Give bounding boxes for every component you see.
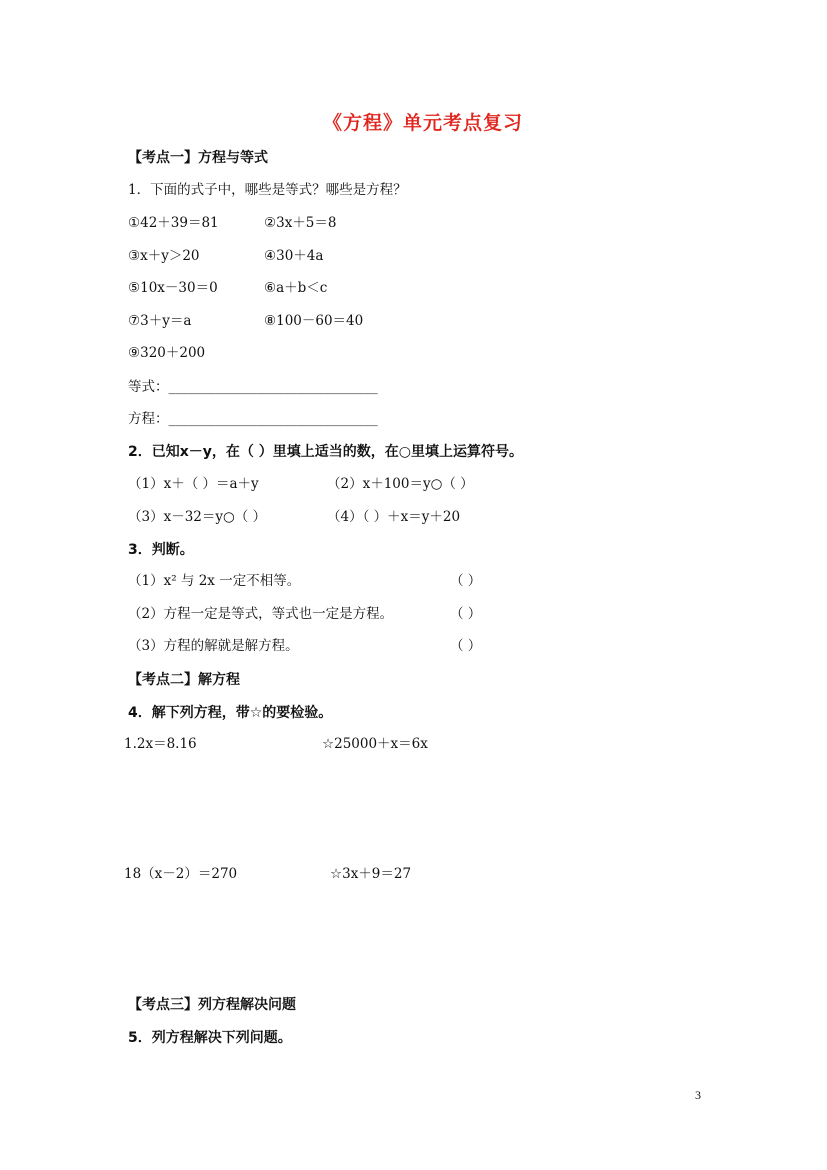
q1-item: ④30＋4a <box>264 248 324 264</box>
q1-item: ⑨320＋200 <box>128 345 206 361</box>
q2-prompt: 2．已知x－y，在（ ）里填上适当的数，在○里填上运算符号。 <box>128 444 523 460</box>
q1-item: ⑧100－60＝40 <box>264 313 364 329</box>
q2-item: （1）x＋（ ）＝a＋y <box>128 476 259 492</box>
q1-item: ②3x＋5＝8 <box>264 215 337 231</box>
q3-item: （2）方程一定是等式，等式也一定是方程。 <box>128 606 394 622</box>
q4-item: 1.2x＝8.16 <box>124 736 197 752</box>
section-3-heading: 【考点三】列方程解决问题 <box>128 997 296 1013</box>
q4-item: 18（x－2）＝270 <box>124 866 238 882</box>
q3-item: （3）方程的解就是解方程。 <box>128 638 299 654</box>
q3-item: （1）x² 与 2x 一定不相等。 <box>128 573 301 589</box>
q1-item: ⑥a＋b＜c <box>264 280 328 296</box>
answer-line-equality: 等式：_______________________________ <box>128 379 378 395</box>
q3-bracket: （ ） <box>450 573 482 589</box>
answer-line-equation: 方程：_______________________________ <box>128 411 378 427</box>
q1-item: ⑦3＋y＝a <box>128 313 192 329</box>
q5-prompt: 5．列方程解决下列问题。 <box>128 1030 292 1046</box>
q4-prompt: 4．解下列方程，带☆的要检验。 <box>128 705 333 721</box>
page-number: 3 <box>695 1088 701 1102</box>
q1-item: ③x＋y＞20 <box>128 248 200 264</box>
q3-prompt: 3．判断。 <box>128 542 194 558</box>
q2-item: （2）x＋100＝y○（ ） <box>327 476 474 492</box>
q2-item: （3）x－32＝y○（ ） <box>128 509 267 525</box>
q4-item: ☆25000＋x＝6x <box>322 736 428 752</box>
q1-item: ①42＋39＝81 <box>128 215 219 231</box>
page-title: 《方程》单元考点复习 <box>323 112 524 134</box>
section-1-heading: 【考点一】方程与等式 <box>128 150 268 166</box>
q3-bracket: （ ） <box>450 606 482 622</box>
q3-bracket: （ ） <box>450 638 482 654</box>
q1-item: ⑤10x－30＝0 <box>128 280 218 296</box>
q4-item: ☆3x＋9＝27 <box>330 866 412 882</box>
q2-item: （4）（ ）＋x＝y＋20 <box>327 509 461 525</box>
q1-prompt: 1．下面的式子中，哪些是等式？哪些是方程？ <box>128 182 407 198</box>
section-2-heading: 【考点二】解方程 <box>128 672 240 688</box>
